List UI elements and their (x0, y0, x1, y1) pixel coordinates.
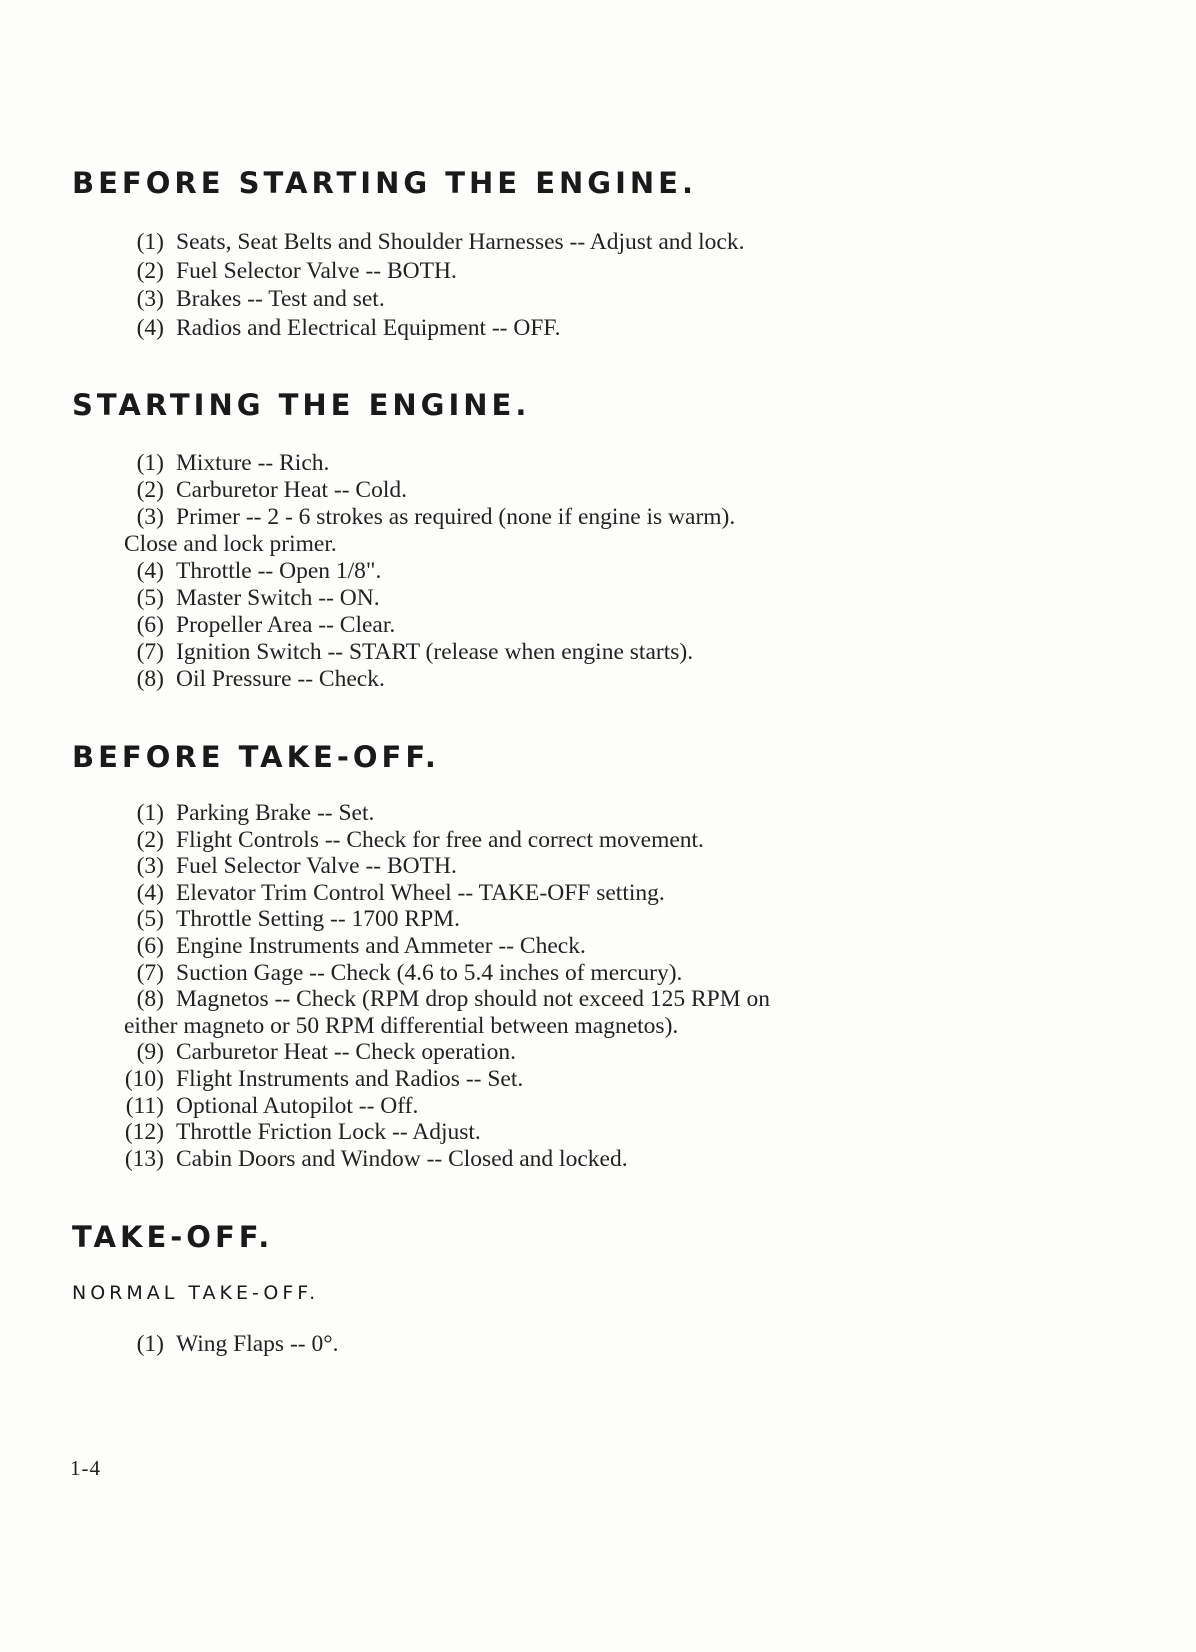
item-number: (4) (136, 314, 164, 341)
item-number: (7) (136, 639, 164, 665)
item-text: Propeller Area -- Clear. (176, 612, 396, 638)
checklist-item (120, 504, 735, 558)
checklist-item (120, 986, 770, 1039)
checklist-item (120, 827, 770, 854)
item-number: (3) (136, 286, 164, 312)
checklist-item (120, 1119, 770, 1146)
item-text: Throttle -- Open 1/8". (176, 558, 382, 584)
item-text: Brakes -- Test and set. (176, 286, 385, 312)
item-number: (1) (136, 1331, 164, 1357)
item-number: (5) (136, 906, 164, 933)
item-number: (7) (136, 959, 164, 986)
checklist-item (120, 477, 735, 504)
item-text: Seats, Seat Belts and Shoulder Harnesses -- Adjust and lock. (176, 229, 745, 255)
item-text: Magnetos -- Check (RPM drop should not exceed 125 RPM on (176, 986, 770, 1013)
checklist-item (120, 558, 735, 585)
item-text-continuation: either magneto or 50 RPM differential between magnetos). (124, 1012, 679, 1039)
list-before-starting-engine (120, 228, 744, 342)
checklist-item (120, 906, 770, 933)
item-number: (5) (136, 585, 164, 611)
item-text: Cabin Doors and Window -- Closed and locked. (176, 1145, 628, 1172)
item-text: Flight Instruments and Radios -- Set. (176, 1065, 524, 1092)
item-number: (2) (136, 257, 164, 284)
item-number: (8) (136, 666, 164, 692)
item-text: Primer -- 2 - 6 strokes as required (none if engine is warm). (176, 504, 736, 530)
item-text-continuation: Close and lock primer. (124, 531, 337, 557)
checklist-item (120, 1146, 770, 1173)
item-text: Mixture -- Rich. (176, 450, 330, 476)
checklist-item (120, 1093, 770, 1120)
item-text: Oil Pressure -- Check. (176, 666, 385, 692)
checklist-item (120, 228, 744, 257)
item-number: (1) (136, 800, 164, 826)
item-text: Elevator Trim Control Wheel -- TAKE-OFF setting. (176, 879, 665, 906)
item-number: (11) (125, 1092, 164, 1119)
item-number: (1) (136, 229, 164, 255)
checklist-item (120, 1330, 339, 1359)
item-text: Radios and Electrical Equipment -- OFF. (176, 314, 561, 341)
item-number: (6) (136, 932, 164, 959)
checklist-item (120, 800, 770, 827)
item-text: Throttle Setting -- 1700 RPM. (176, 906, 460, 933)
list-starting-engine (120, 450, 735, 693)
item-number: (2) (136, 477, 164, 503)
checklist-item (120, 933, 770, 960)
subheading-normal-takeoff: NORMAL TAKE-OFF. (72, 1282, 320, 1304)
heading-before-starting-engine: BEFORE STARTING THE ENGINE. (72, 166, 697, 200)
item-number: (3) (136, 504, 164, 530)
checklist-item (120, 450, 735, 477)
item-text: Engine Instruments and Ammeter -- Check. (176, 932, 586, 959)
checklist-item (120, 314, 744, 343)
checklist-item (120, 880, 770, 907)
page-number: 1-4 (70, 1456, 101, 1480)
item-number: (10) (124, 1065, 164, 1092)
checklist-item (120, 960, 770, 987)
checklist-item (120, 853, 770, 880)
item-text: Master Switch -- ON. (176, 585, 380, 611)
item-text: Flight Controls -- Check for free and correct movement. (176, 826, 704, 853)
item-text: Optional Autopilot -- Off. (176, 1092, 419, 1119)
item-text: Fuel Selector Valve -- BOTH. (176, 257, 457, 284)
item-text: Fuel Selector Valve -- BOTH. (176, 853, 457, 880)
item-number: (13) (124, 1145, 164, 1172)
item-number: (1) (136, 450, 164, 476)
item-number: (12) (124, 1119, 164, 1146)
item-text: Carburetor Heat -- Check operation. (176, 1039, 516, 1066)
item-number: (4) (136, 879, 164, 906)
checklist-item (120, 1066, 770, 1093)
list-before-takeoff (120, 800, 770, 1172)
item-number: (8) (136, 986, 164, 1013)
item-text: Ignition Switch -- START (release when engine starts). (176, 639, 694, 665)
checklist-item (120, 585, 735, 612)
item-text: Wing Flaps -- 0°. (176, 1331, 339, 1357)
checklist-item (120, 285, 744, 314)
checklist-item (120, 1039, 770, 1066)
item-number: (3) (136, 853, 164, 880)
heading-before-takeoff: BEFORE TAKE-OFF. (72, 740, 440, 774)
item-text: Suction Gage -- Check (4.6 to 5.4 inches of mercury). (176, 959, 683, 986)
heading-starting-engine: STARTING THE ENGINE. (72, 388, 531, 422)
item-number: (4) (136, 558, 164, 584)
checklist-item (120, 666, 735, 693)
list-normal-takeoff (120, 1330, 339, 1359)
item-number: (2) (136, 826, 164, 853)
item-text: Throttle Friction Lock -- Adjust. (176, 1119, 481, 1146)
checklist-item (120, 612, 735, 639)
checklist-item (120, 257, 744, 286)
item-text: Parking Brake -- Set. (176, 800, 375, 826)
item-number: (6) (136, 612, 164, 638)
checklist-item (120, 639, 735, 666)
item-text: Carburetor Heat -- Cold. (176, 477, 408, 503)
heading-takeoff: TAKE-OFF. (72, 1220, 274, 1254)
item-number: (9) (136, 1039, 164, 1066)
